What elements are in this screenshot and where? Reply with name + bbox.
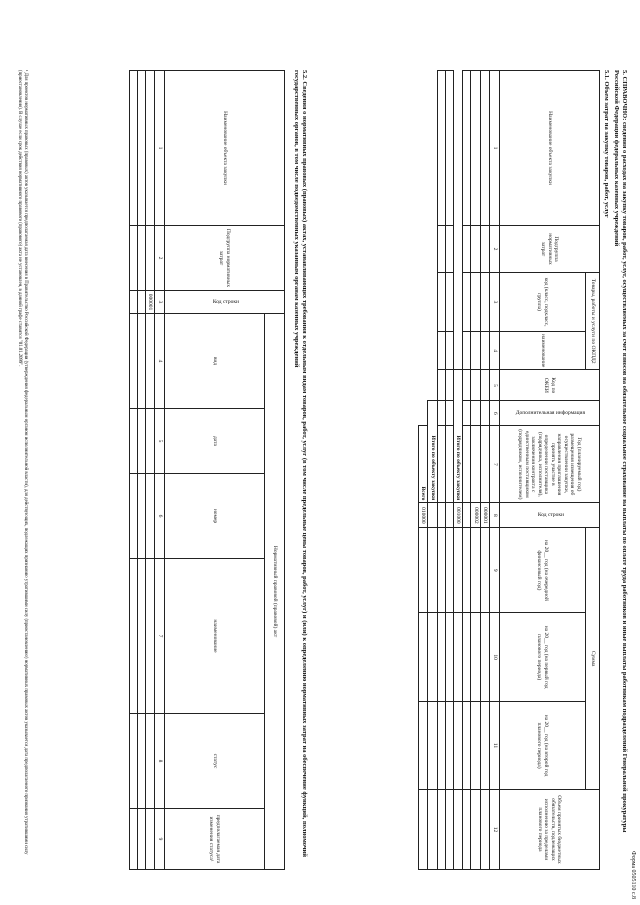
m3: 3 [155, 291, 165, 314]
m5: 5 [155, 409, 165, 474]
h52-changed: предполагаемая дата изменения статуса¹ [165, 809, 265, 870]
m9: 9 [155, 809, 165, 870]
table-row [446, 71, 454, 870]
total-all-code: 010000 [419, 503, 429, 528]
n1: 1 [490, 71, 500, 226]
row-code-2: 000002 [471, 503, 481, 528]
h-row-code: Код строки [500, 503, 600, 528]
form-id: Форма 0505110 с.8 [630, 850, 636, 899]
h-okei: Код по ОКЕИ [500, 370, 600, 401]
h-extra: Дополнительная информация [500, 401, 600, 426]
table-row [471, 71, 481, 870]
table-row [130, 71, 138, 870]
n2: 2 [490, 226, 500, 273]
h-okpd: Товары, работы и услуги по ОКПД2 [586, 273, 600, 370]
h52-name: наименование [165, 559, 265, 714]
n11: 11 [490, 702, 500, 790]
n5: 5 [490, 370, 500, 401]
h52-object: Наименование объекта закупки [165, 71, 285, 226]
h52-type: вид [165, 314, 265, 409]
total-object-code: 001000 [454, 503, 464, 528]
h-y3: на 20__ год (на второй год планового периода) [500, 702, 586, 790]
total-object-row [454, 71, 464, 870]
total-all-row [419, 71, 429, 870]
m4: 4 [155, 314, 165, 409]
n4: 4 [490, 332, 500, 370]
m8: 8 [155, 714, 165, 809]
n8: 8 [490, 503, 500, 528]
table-row [438, 71, 446, 870]
total-line-row [428, 71, 438, 870]
h52-group: Подгруппа нормативных затрат [165, 226, 285, 291]
section52-title: 5.2. Сведения о нормативных правовых (правовых) актах, устанавливающих требования к отдельным видам товаров, работ, услуг (в том числе предельные цены товаров, работ, услуг) и (или) к определению нормативных затрат на обеспечение функций, полномочий государственных органов, в том числе подведомственных указанным органам казенных учреждений [293, 70, 308, 857]
h52-row-code: Код строки [165, 291, 285, 314]
table-row [138, 71, 146, 870]
h-group: Подгруппа нормативных затрат [500, 226, 600, 273]
row-code-1: 000001 [481, 503, 491, 528]
n3: 3 [490, 273, 500, 332]
section5-subtitle: 5.1. Объем затрат на закупку товаров, работ, услуг [603, 70, 610, 218]
h-sum: Сумма [586, 528, 600, 790]
n7: 7 [490, 426, 500, 503]
m6: 6 [155, 474, 165, 559]
h-year-planned: Год (планируемый год) размещения извещения об осуществлении закупки, направления приглашения принять участие в определении поставщика (подрядчика, исполнителя), заключения контракта с единственным поставщиком (подрядчиком, исполнителем) [500, 426, 600, 503]
total-line-label: Итого по объекту закупки [428, 401, 438, 503]
h-object: Наименование объекта закупки [500, 71, 600, 226]
h52-number: номер [165, 474, 265, 559]
h52-act: Нормативный правовой (правовой) акт [265, 314, 285, 870]
h52-date: дата [165, 409, 265, 474]
h-name: наименование [500, 332, 586, 370]
h-code: код (класс, подкласс, группа) [500, 273, 586, 332]
table-row [481, 71, 491, 870]
footnote: ¹ Для проектов нормативных правовых (правовых) актов указывается предполагаемая дата внесения в Правительство Российской Федерации (утверждения федеральным органом исполнительной власти), для действующих, подлежащих признанию утратившими силу (приостановлению) нормативных правовых актов указывается дата предполагаемого признания утратившими силу (приостановления). В случае если срок действия нормативного правового (правового) акта не установлен, в данной графе ставится "01.01.2099". [17, 70, 28, 855]
m2: 2 [155, 226, 165, 291]
n6: 6 [490, 401, 500, 426]
m7: 7 [155, 559, 165, 714]
n9: 9 [490, 528, 500, 613]
total-all-label: Всего [419, 426, 429, 503]
h-y2: на 20__ год (на первый год планового периода) [500, 613, 586, 702]
h-y1: на 20__ год (на очередной финансовый год) [500, 528, 586, 613]
n10: 10 [490, 613, 500, 702]
total-object-label: Итого по объекту закупки [454, 370, 464, 503]
table-5-2 [129, 70, 285, 870]
row52-code: 000001 [146, 291, 156, 314]
table-row [463, 71, 471, 870]
table-5-1 [418, 70, 600, 870]
n12: 12 [490, 790, 500, 870]
h-y4: Объем принятых бюджетных обязательств, подлежащих исполнению за пределами планового периода [500, 790, 600, 870]
m1: 1 [155, 71, 165, 226]
section5-title: 5. СПРАВОЧНО: сведения о расходах на закупку товаров, работ, услуг, осуществляемых за счет взносов на обязательное социальное страхование на выплаты по оплате труда работников и иные выплаты работникам подразделений Генеральной прокуратуры Российской Федерации федеральных казенных учреждений [613, 70, 628, 833]
h52-status: статус [165, 714, 265, 809]
table-row [146, 71, 156, 870]
